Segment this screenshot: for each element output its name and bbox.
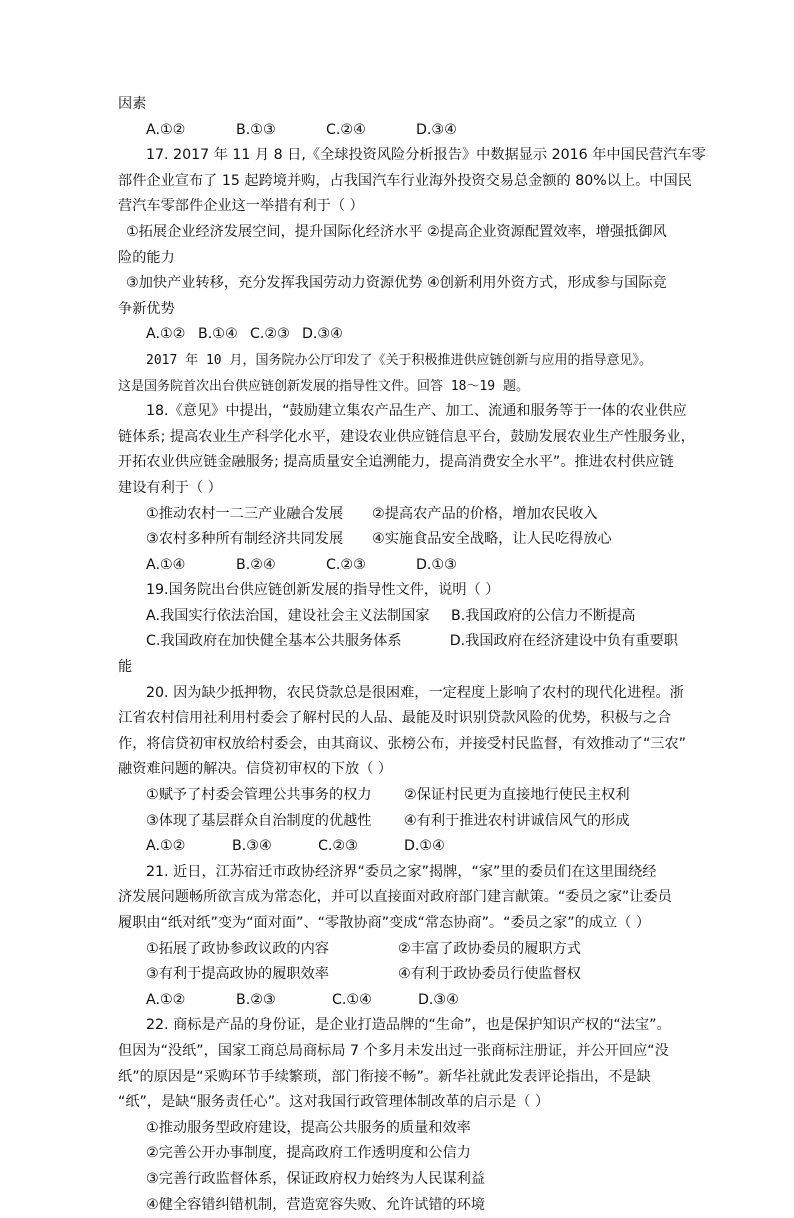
q19-option-c: C.我国政府在加快健全基本公共服务体系 xyxy=(146,633,402,650)
q17-options xyxy=(118,322,678,348)
q19-options-row xyxy=(118,604,678,630)
q19-stem: 19.国务院出台供应链创新发展的指导性文件，说明（ ） xyxy=(146,582,500,599)
q18-line: 18.《意见》中提出，“鼓励建立集农产品生产、加工、流通和服务等于一体的农业供应 xyxy=(146,403,687,420)
q20-item-2: ②保证村民更为直接地行使民主权利 xyxy=(404,787,630,804)
q20-line: 融资难问题的解决。信贷初审权的下放（ ） xyxy=(118,761,393,778)
q17-option-d: D.③④ xyxy=(302,326,343,343)
q21-items-row xyxy=(118,937,678,963)
q18-item-1: ①推动农村一二三产业融合发展 xyxy=(146,505,344,522)
q19-option-a: A.我国实行依法治国，建设社会主义法制国家 xyxy=(146,607,430,624)
q22-line: 22. 商标是产品的身份证，是企业打造品牌的“生命”，也是保护知识产权的“法宝”。 xyxy=(146,1017,671,1034)
q17-line: 险的能力 xyxy=(118,249,175,266)
q21-option-d: D.③④ xyxy=(418,991,459,1008)
q20-option-c: C.②③ xyxy=(318,838,358,855)
q21-item-4: ④有利于政协委员行使监督权 xyxy=(398,966,581,983)
q17-option-a: A.①② xyxy=(146,326,186,343)
intro-line: 2017 年 10 月，国务院办公厅印发了《关于积极推进供应链创新与应用的指导意见》。 xyxy=(146,352,652,368)
q17-line: ①拓展企业经济发展空间，提升国际化经济水平 ②提高企业资源配置效率，增强抵御风 xyxy=(126,223,667,240)
q22-item-4: ④健全容错纠错机制，营造宽容失败、允许试错的环境 xyxy=(146,1196,486,1213)
q19-option-d: D.我国政府在经济建设中负有重要职 xyxy=(449,633,678,650)
q21-line: 履职由“纸对纸”变为“面对面”、“零散协商”变成“常态协商”。“委员之家”的成立（ ） xyxy=(118,915,651,931)
q17-line: 17. 2017 年 11 月 8 日,《全球投资风险分析报告》中数据显示 2016 年中国民营汽车零 xyxy=(146,147,706,164)
q21-item-1: ①拓展了政协参政议政的内容 xyxy=(146,940,329,957)
q20-item-4: ④有利于推进农村讲诚信风气的形成 xyxy=(404,812,630,829)
q18-items-row xyxy=(118,527,678,553)
q20-line: 江省农村信用社利用村委会了解村民的人品、最能及时识别贷款风险的优势，积极与之合 xyxy=(118,710,672,727)
q20-option-d: D.①④ xyxy=(404,838,445,855)
q21-option-b: B.②③ xyxy=(236,991,276,1008)
q21-options xyxy=(118,988,678,1014)
q17-line: 部件企业宣布了 15 起跨境并购，占我国汽车行业海外投资交易总金额的 80%以上。中国民 xyxy=(118,172,692,189)
q18-option-a: A.①④ xyxy=(146,556,186,573)
q20-items-row xyxy=(118,783,678,809)
q18-item-3: ③农村多种所有制经济共同发展 xyxy=(146,531,344,548)
q16-tail: 因素 xyxy=(118,96,147,112)
q21-line: 21. 近日，江苏宿迁市政协经济界“委员之家”揭牌，“家”里的委员们在这里围绕经 xyxy=(146,863,657,880)
q22-item-3: ③完善行政监督体系，保证政府权力始终为人民谋利益 xyxy=(146,1170,486,1187)
q22-line: “纸”，是缺“服务责任心”。这对我国行政管理体制改革的启示是（ ） xyxy=(118,1094,550,1111)
q18-items-row xyxy=(118,502,678,528)
q20-item-1: ①赋予了村委会管理公共事务的权力 xyxy=(146,787,372,804)
q21-item-2: ②丰富了政协委员的履职方式 xyxy=(398,940,581,957)
q18-line: 开拓农业供应链金融服务; 提高质量安全追溯能力，提高消费安全水平”。推进农村供应链 xyxy=(118,454,674,471)
q21-line: 济发展问题畅所欲言成为常态化，并可以直接面对政府部门建言献策。“委员之家”让委员 xyxy=(118,889,672,906)
q17-line: ③加快产业转移，充分发挥我国劳动力资源优势 ④创新利用外资方式，形成参与国际竞 xyxy=(126,275,667,292)
q20-option-b: B.③④ xyxy=(232,838,272,855)
q19-options-row xyxy=(118,629,678,655)
q18-item-4: ④实施食品安全战略，让人民吃得放心 xyxy=(372,531,612,548)
q21-option-c: C.①④ xyxy=(332,991,372,1008)
q19-tail: 能 xyxy=(118,659,133,676)
q19-option-b: B.我国政府的公信力不断提高 xyxy=(451,607,636,624)
q16-option-a: A.①② xyxy=(146,121,186,138)
q16-options xyxy=(118,118,678,144)
q22-line: 但因为“没纸”，国家工商总局商标局 7 个多月未发出过一张商标注册证，并公开回应“没 xyxy=(118,1042,669,1059)
q17-line: 营汽车零部件企业这一举措有利于（ ） xyxy=(118,198,364,215)
q18-options xyxy=(118,553,678,579)
q16-option-b: B.①③ xyxy=(236,121,276,138)
q17-option-c: C.②③ xyxy=(250,326,290,343)
q18-option-d: D.①③ xyxy=(416,556,457,573)
q17-option-b: B.①④ xyxy=(198,326,238,343)
q22-item-2: ②完善公开办事制度，提高政府工作透明度和公信力 xyxy=(146,1145,471,1162)
q22-line: 纸”的原因是“采购环节手续繁琐，部门衔接不畅”。新华社就此发表评论指出，不是缺 xyxy=(118,1068,651,1085)
q16-option-c: C.②④ xyxy=(326,121,366,138)
q20-line: 20. 因为缺少抵押物，农民贷款总是很困难，一定程度上影响了农村的现代化进程。浙 xyxy=(146,684,684,701)
intro-line: 这是国务院首次出台供应链创新发展的指导性文件。回答 18～19 题。 xyxy=(118,378,529,394)
q20-items-row xyxy=(118,809,678,835)
q17-line: 争新优势 xyxy=(118,300,175,317)
q20-item-3: ③体现了基层群众自治制度的优越性 xyxy=(146,812,372,829)
q20-option-a: A.①② xyxy=(146,838,186,855)
q21-option-a: A.①② xyxy=(146,991,186,1008)
q18-line: 建设有利于（ ） xyxy=(118,479,222,496)
q18-option-b: B.②④ xyxy=(236,556,276,573)
q16-option-d: D.③④ xyxy=(416,121,457,138)
q22-item-1: ①推动服务型政府建设，提高公共服务的质量和效率 xyxy=(146,1119,471,1136)
q18-line: 链体系; 提高农业生产科学化水平，建设农业供应链信息平台，鼓励发展农业生产性服务业， xyxy=(118,428,695,445)
q18-item-2: ②提高农产品的价格，增加农民收入 xyxy=(372,505,598,522)
q21-item-3: ③有利于提高政协的履职效率 xyxy=(146,966,329,983)
page-content xyxy=(118,92,706,1218)
q20-line: 作，将信贷初审权放给村委会，由其商议、张榜公布，并接受村民监督，有效推动了“三农” xyxy=(118,735,687,752)
q20-options xyxy=(118,834,678,860)
q18-option-c: C.②③ xyxy=(326,556,366,573)
q21-items-row xyxy=(118,962,678,988)
